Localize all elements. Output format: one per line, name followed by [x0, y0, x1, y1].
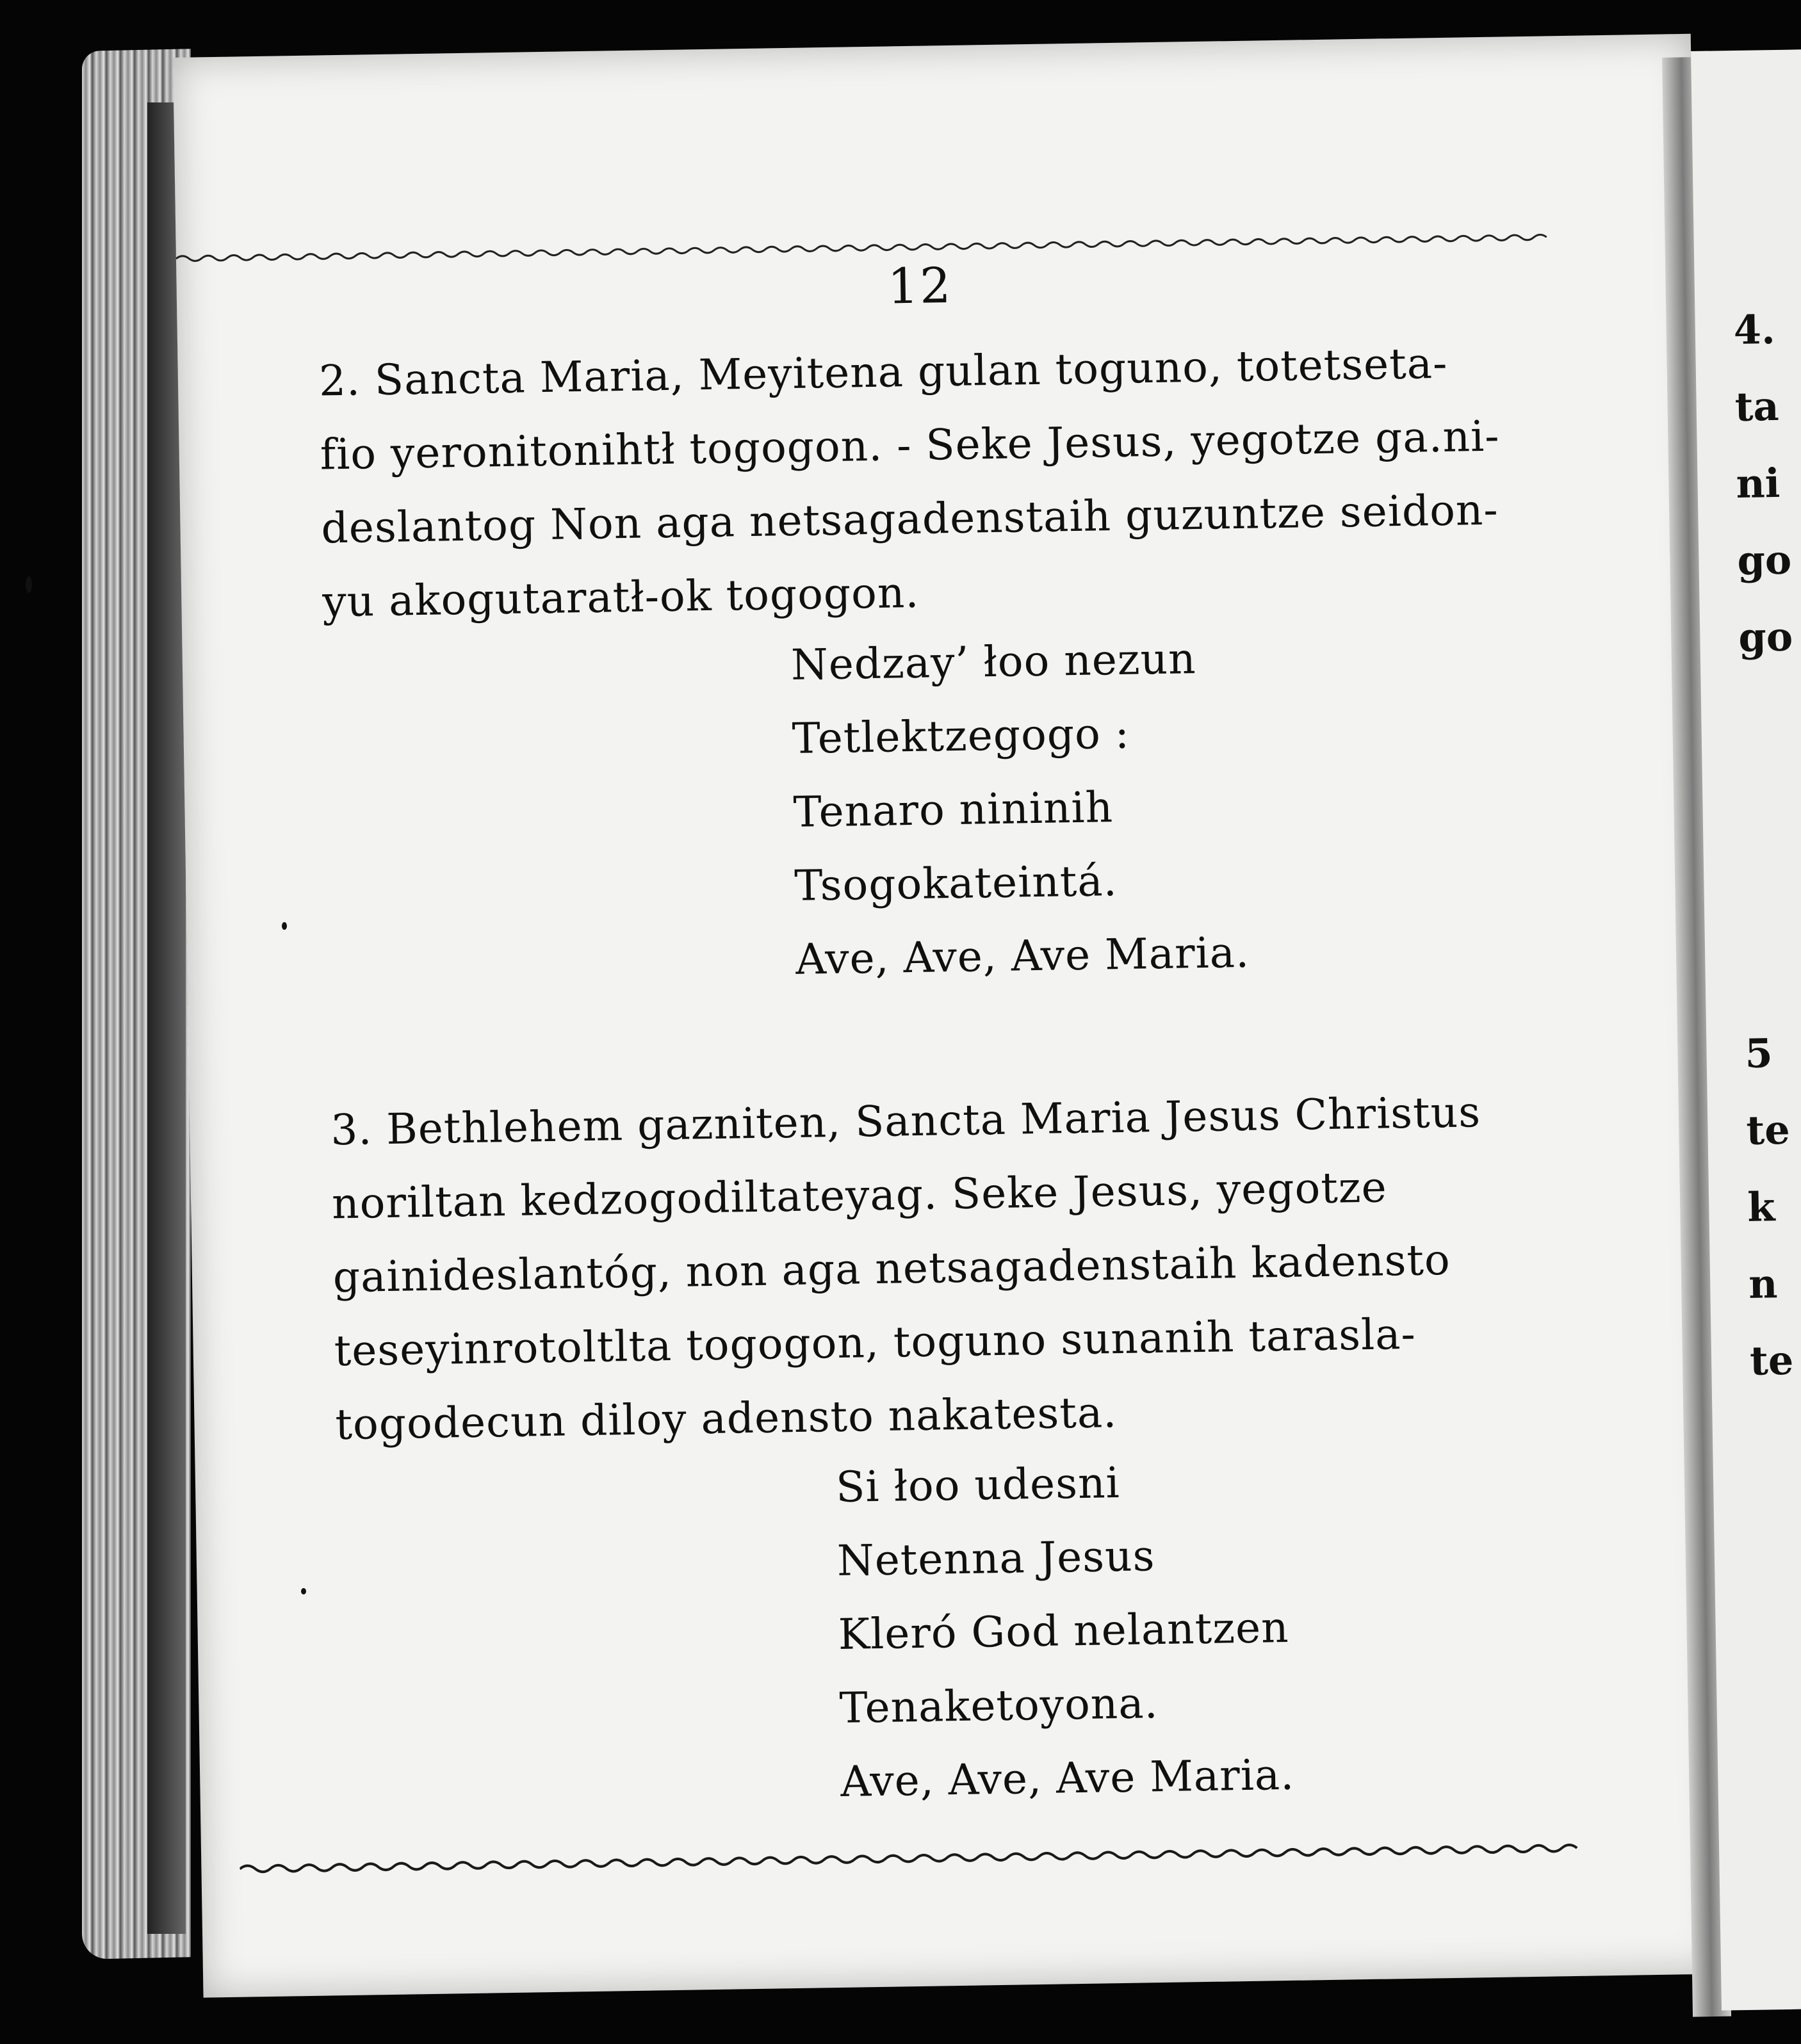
stanza-2-line-3: deslantog Non aga netsagadenstaih guzuntze seidon-	[320, 485, 1499, 553]
dust-speck	[26, 576, 32, 593]
dust-speck	[301, 1588, 306, 1594]
stanza-3-refrain-line-3: Kleró God nelantzen	[838, 1602, 1290, 1659]
stanza-2-line-4: yu akogutaratł-ok togogon.	[322, 567, 920, 627]
right-fragment-line-8: k	[1747, 1183, 1775, 1231]
stanza-2-refrain-line-4: Tsogokateintá.	[794, 856, 1118, 911]
stanza-2-refrain-line-2: Tetlektzegogo :	[792, 708, 1130, 763]
right-fragment-line-4: go	[1736, 536, 1792, 584]
stanza-3-line-1: 3. Bethlehem gazniten, Sancta Maria Jesus Christus	[330, 1087, 1481, 1155]
right-fragment-line-2: ta	[1734, 382, 1780, 430]
stanza-2-line-2: fio yeronitonihtł togogon. - Seke Jesus, yegotze ga.ni-	[320, 411, 1501, 480]
stanza-2-refrain-line-5: Ave, Ave, Ave Maria.	[795, 927, 1250, 984]
stanza-3-refrain-line-1: Si łoo udesni	[835, 1458, 1121, 1513]
stanza-3-line-5: togodecun diloy adensto nakatesta.	[334, 1388, 1118, 1450]
stanza-2-refrain-line-3: Tenaro nininih	[793, 783, 1114, 837]
page-number: 12	[887, 256, 953, 315]
right-fragment-line-7: te	[1745, 1106, 1791, 1154]
stanza-3-refrain-line-4: Tenaketoyona.	[839, 1678, 1159, 1733]
stanza-2-line-1: 2. Sancta Maria, Meyitena gulan toguno, totetseta-	[318, 338, 1448, 406]
stanza-3-line-3: gainideslantóg, non aga netsagadenstaih kadensto	[332, 1235, 1451, 1302]
page-text	[173, 34, 1721, 1998]
right-fragment-line-1: 4.	[1733, 305, 1776, 353]
right-fragment-line-9: n	[1748, 1260, 1778, 1308]
stanza-3-line-2: noriltan kedzogodiltateyag. Seke Jesus, yegotze	[331, 1162, 1388, 1229]
stanza-3-line-4: teseyinrotoltlta togogon, toguno sunanih tarasla-	[334, 1309, 1417, 1376]
stanza-2-refrain-line-1: Nedzay’ łoo nezun	[790, 634, 1197, 690]
top-wavy-rule	[176, 222, 1553, 269]
stanza-3-refrain-line-5: Ave, Ave, Ave Maria.	[840, 1749, 1295, 1806]
bottom-wavy-rule	[240, 1835, 1585, 1882]
right-fragment-line-6: 5	[1745, 1030, 1773, 1077]
stanza-3-refrain-line-2: Netenna Jesus	[836, 1531, 1156, 1586]
right-fragment-line-10: te	[1749, 1336, 1794, 1384]
right-fragment-line-5: go	[1738, 613, 1793, 661]
left-page	[173, 34, 1721, 1998]
right-fragment-line-3: ni	[1736, 459, 1781, 507]
dust-speck	[282, 922, 287, 930]
